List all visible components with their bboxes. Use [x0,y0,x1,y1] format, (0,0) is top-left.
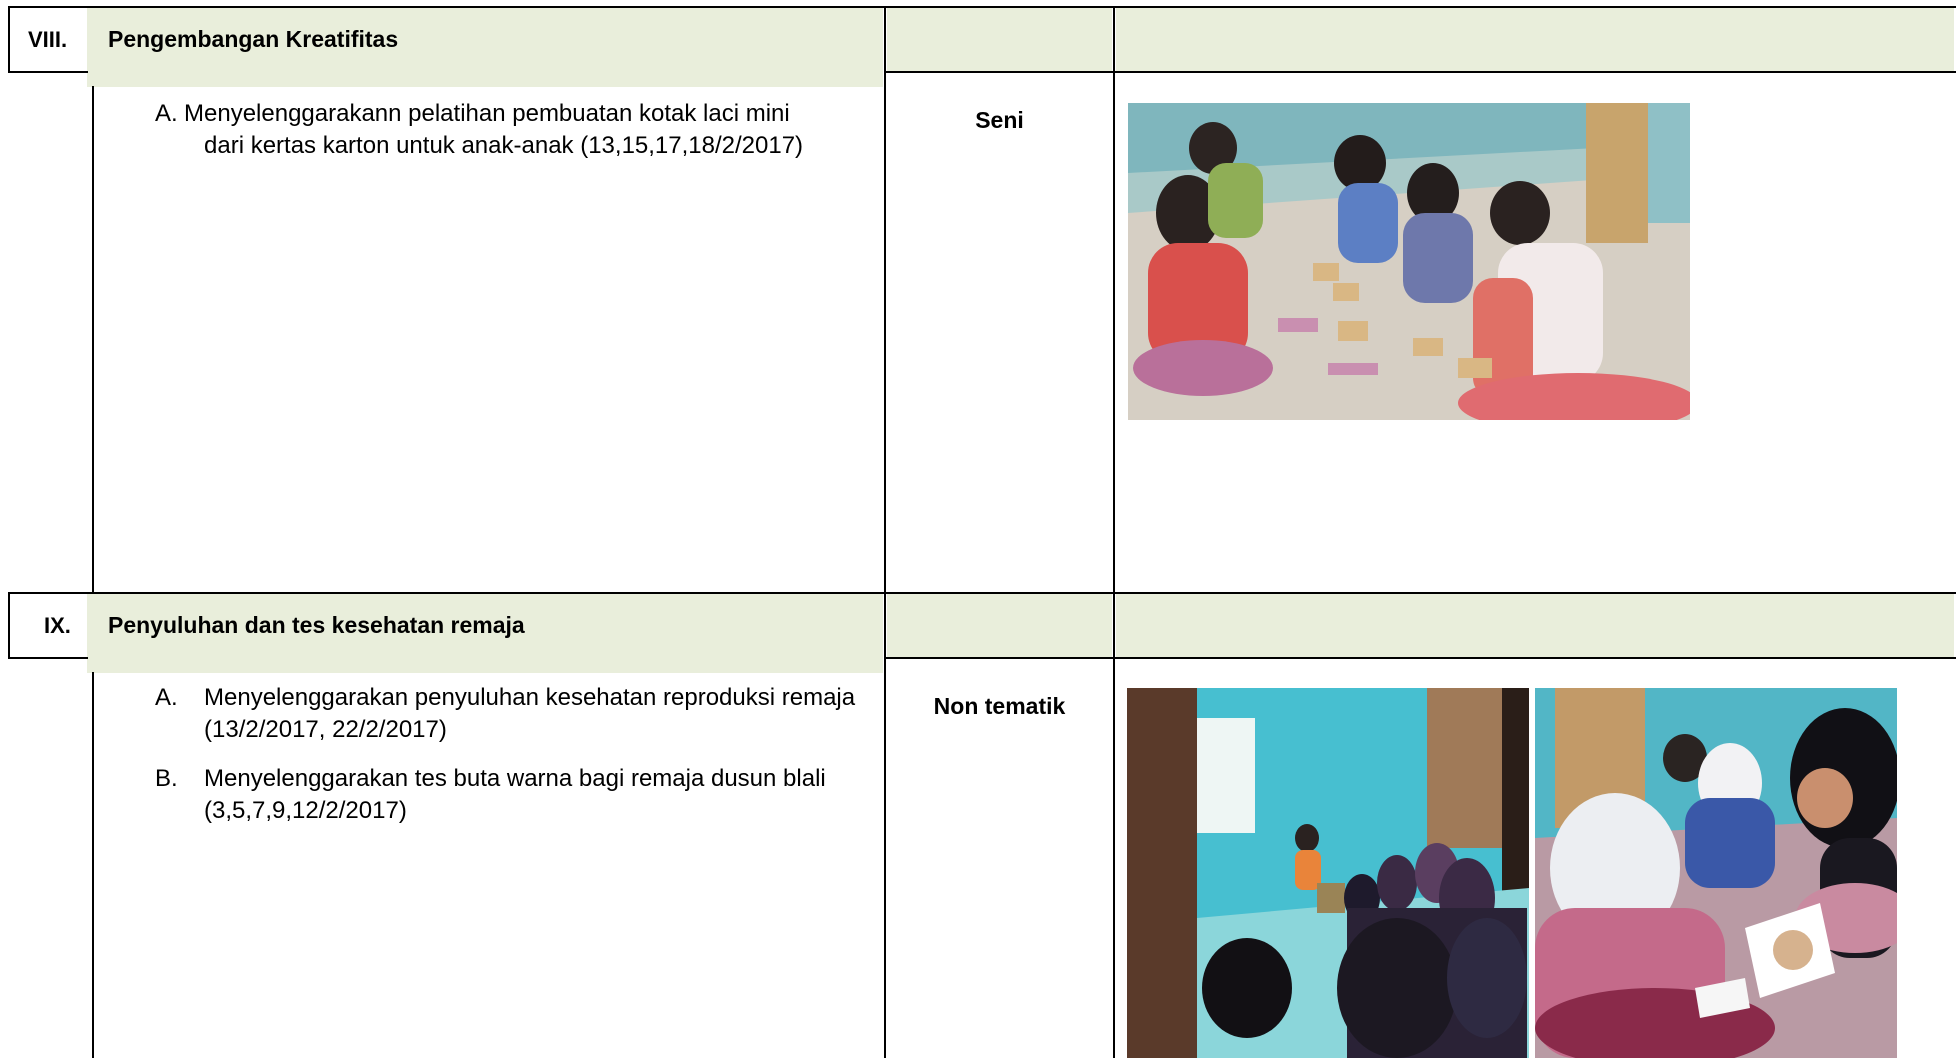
list-marker: B. [155,765,178,792]
table-border-numcol [92,86,94,592]
photo-color-blindness-test [1535,688,1897,1058]
category-label: Seni [975,107,1024,133]
list-item-text-line1: Menyelenggarakan tes buta warna bagi remaja dusun blali [204,765,826,792]
table-border-left-2 [8,592,10,658]
list-item-text-line2: dari kertas karton untuk anak-anak (13,15,17,18/2/2017) [204,132,804,159]
section-title: Pengembangan Kreatifitas [108,26,399,52]
list-item-text-line1: Menyelenggarakann pelatihan pembuatan kotak laci mini [184,100,790,127]
section-numeral: VIII. [28,27,68,52]
list-item [155,763,880,827]
category-label: Non tematik [933,693,1066,719]
table-border-col4 [1113,6,1115,1058]
table-border-top [8,6,1956,8]
table-border-left [8,6,10,72]
table-border-row1 [8,71,88,73]
list-item-text-line1: Menyelenggarakan penyuluhan kesehatan reproduksi remaja [204,684,856,711]
table-border-row1b [884,71,1956,73]
section-title: Penyuluhan dan tes kesehatan remaja [108,612,525,638]
list-item-text-line2: (3,5,7,9,12/2/2017) [204,797,407,824]
table-border-row3b [884,657,1956,659]
section-numeral: IX. [44,613,71,638]
table-border-col3 [884,6,886,1058]
table-border-row3 [8,657,88,659]
list-item [155,682,880,746]
list-item [155,98,875,162]
section-ix-header-fill-col3 [887,594,1112,657]
section-ix-header-fill-col4 [1116,594,1954,657]
list-item-text-line2: (13/2/2017, 22/2/2017) [204,716,447,743]
photo-craft-workshop [1128,103,1690,420]
section-viii-header-fill-col3 [887,8,1112,71]
table-border-numcol-2 [92,672,94,1058]
photo-health-counseling [1127,688,1529,1058]
table-border-row2 [8,592,1956,594]
list-marker: A. [155,684,178,711]
section-viii-header-fill-col4 [1116,8,1954,71]
list-marker: A. [155,100,178,127]
